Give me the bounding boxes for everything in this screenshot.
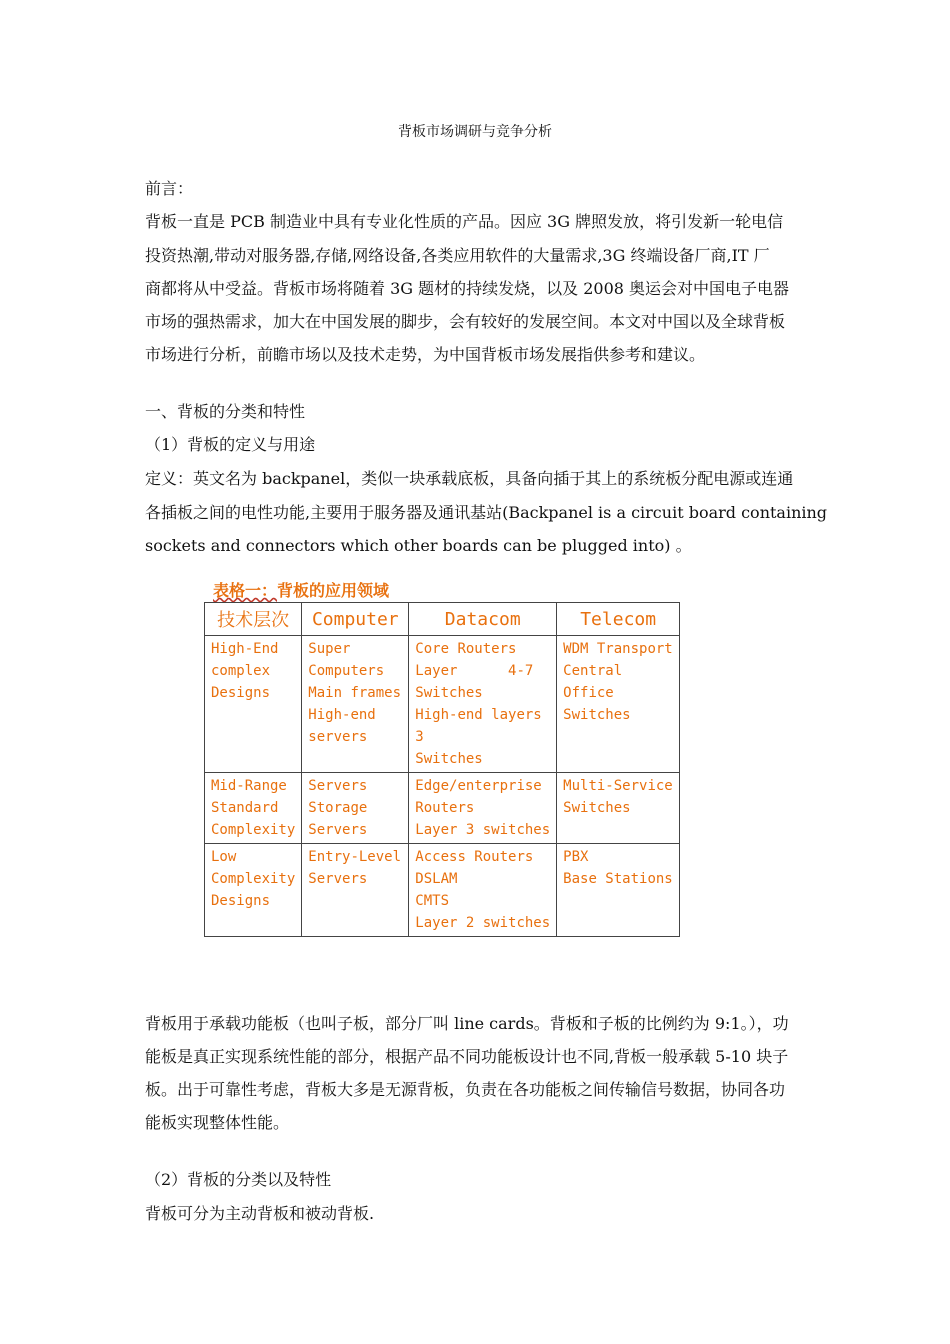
preface-label: 前言：	[145, 179, 194, 198]
cell-text: Central	[563, 663, 623, 679]
section-heading: 一、背板的分类和特性	[145, 402, 306, 421]
cell-text: PBX	[563, 849, 589, 865]
body-line: 板。出于可靠性考虑，背板大多是无源背板，负责在各功能板之间传输信号数据，协同各功	[145, 1080, 786, 1099]
table-caption-prefix: 表格一：	[213, 581, 278, 600]
table-row	[205, 636, 680, 773]
header-computer: Computer	[302, 603, 409, 636]
header-telecom: Telecom	[557, 603, 680, 636]
cell-text: servers	[308, 729, 368, 745]
cell-text: complex	[211, 663, 271, 679]
cell-text: Switches	[415, 751, 483, 767]
cell-text: Designs	[211, 893, 271, 909]
subsection-heading: （1）背板的定义与用途	[145, 435, 316, 454]
cell-text: Designs	[211, 685, 271, 701]
body-line: 能板是真正实现系统性能的部分，根据产品不同功能板设计也不同,背板一般承载 5-10 块子	[145, 1047, 789, 1066]
cell-text: High-end	[308, 707, 376, 723]
table-cell	[557, 773, 680, 844]
cell-text: Switches	[563, 707, 631, 723]
cell-text: Servers	[308, 871, 368, 887]
table-caption-text: 背板的应用领域	[277, 581, 390, 600]
table-cell	[409, 773, 557, 844]
table-cell	[205, 773, 302, 844]
table-cell	[557, 844, 680, 937]
body-line: 背板用于承载功能板（也叫子板，部分厂叫 line cards。背板和子板的比例约为 9:1。），功	[145, 1014, 789, 1033]
definition-line: 定义：英文名为 backpanel，类似一块承载底板，具备向插于其上的系统板分配电源或连通	[145, 469, 794, 488]
cell-text: Routers	[415, 800, 475, 816]
table-cell	[409, 844, 557, 937]
cell-text: Complexity	[211, 822, 296, 838]
definition-line: sockets and connectors which other boards can be plugged into) 。	[145, 536, 692, 555]
cell-text: WDM Transport	[563, 641, 673, 657]
cell-text: Entry-Level	[308, 849, 402, 865]
cell-text: Complexity	[211, 871, 296, 887]
body-line: 能板实现整体性能。	[145, 1113, 290, 1132]
cell-text: Servers	[308, 778, 368, 794]
table-row	[205, 773, 680, 844]
table-cell	[302, 636, 409, 773]
header-tech-level: 技术层次	[205, 603, 302, 636]
cell-text: Layer 2 switches	[415, 915, 551, 931]
table-cell	[557, 636, 680, 773]
cell-text: Low	[211, 849, 237, 865]
cell-text: Layer 3 switches	[415, 822, 551, 838]
table-cell	[302, 773, 409, 844]
cell-text: Access Routers	[415, 849, 534, 865]
cell-text: Office	[563, 685, 614, 701]
cell-text: Computers	[308, 663, 385, 679]
cell-text: Main frames	[308, 685, 402, 701]
cell-text: Core Routers	[415, 641, 517, 657]
cell-text: Mid-Range	[211, 778, 287, 794]
cell-text: Edge/enterprise	[415, 778, 542, 794]
cell-text: Base Stations	[563, 871, 673, 887]
table-cell	[205, 844, 302, 937]
preface-line: 市场的强热需求，加大在中国发展的脚步，会有较好的发展空间。本文对中国以及全球背板	[145, 312, 786, 331]
subsection-heading: （2）背板的分类以及特性	[145, 1170, 332, 1189]
application-table	[204, 602, 680, 937]
table-caption	[213, 578, 389, 601]
preface-line: 商都将从中受益。背板市场将随着 3G 题材的持续发烧，以及 2008 奥运会对中国电子电器	[145, 279, 790, 298]
cell-text: 3	[415, 729, 424, 745]
cell-text: Layer 4-7	[415, 663, 534, 679]
cell-text: Storage	[308, 800, 368, 816]
cell-text: Switches	[563, 800, 631, 816]
table-header-row	[205, 603, 680, 636]
header-datacom: Datacom	[409, 603, 557, 636]
cell-text: High-End	[211, 641, 279, 657]
cell-text: Servers	[308, 822, 368, 838]
cell-text: DSLAM	[415, 871, 458, 887]
table-row	[205, 844, 680, 937]
cell-text: Super	[308, 641, 351, 657]
table-cell	[302, 844, 409, 937]
cell-text: CMTS	[415, 893, 450, 909]
preface-line: 背板一直是 PCB 制造业中具有专业化性质的产品。因应 3G 牌照发放，将引发新一轮电信	[145, 212, 784, 231]
cell-text: Switches	[415, 685, 483, 701]
definition-line: 各插板之间的电性功能,主要用于服务器及通讯基站(Backpanel is a circuit board containing	[145, 503, 828, 522]
body-line: 背板可分为主动背板和被动背板.	[145, 1204, 375, 1223]
cell-text: High-end layers	[415, 707, 542, 723]
document-title: 背板市场调研与竞争分析	[398, 124, 552, 140]
table-cell	[205, 636, 302, 773]
table-cell	[409, 636, 557, 773]
cell-text: Standard	[211, 800, 279, 816]
cell-text: Multi-Service	[563, 778, 673, 794]
preface-line: 市场进行分析，前瞻市场以及技术走势，为中国背板市场发展指供参考和建议。	[145, 345, 706, 364]
preface-line: 投资热潮,带动对服务器,存储,网络设备,各类应用软件的大量需求,3G 终端设备厂商,IT 厂	[145, 246, 770, 265]
